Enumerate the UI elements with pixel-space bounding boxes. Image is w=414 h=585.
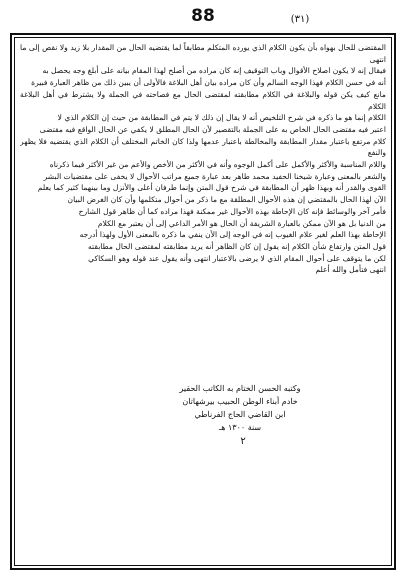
text-line: اعتبر فيه مقتضى الحال الخاص به على الجملة بالتقصير لأن الحال المطلق لا يكفي عن الحال الواقع فيه مقتضى [39,124,386,134]
colophon-date: سنة ١٣٠٠ هـ [218,423,262,432]
text-line: الآن لهذا الحال بالمقتضي إن هذه الأحوال المطلقة مع ما ذكر من أحوال متكلمها وأن كان الغرض البيان [67,195,386,205]
text-line: الكلام إنما هو ما ذكره في شرح التلخيص أنه لا يقال إن ذلك لا يتم في المطابقة من حيث إن الكلام الذي لا [57,113,386,123]
text-line: الإحاطة بهذا العلم لغير علام الغيوب إنه في الوجه إلى الأن ينفي ما ذكره بالمعنى الأول ولهذا أدرجه [79,230,386,240]
text-line: مانع كيف يكن قوله والبلاغة في الكلام مطابقته لمقتضى الحال مع فصاحته في الجملة ولا يشترط في أهل البلاغة الكلام [20,89,386,111]
text-line: فأمر آخر والوسائط فإنه كان الإحاطة بهذه الأحوال غير ممكنة فهذا مراده كما أن ظاهر قول الشارح [78,206,386,216]
text-line: والشعر بالمعنى وعبارة شيخنا الحفيد محمد طاهر بعد عبارة جميع مراتب الأحوال لا يخفى على مقتضيات البشر [43,171,386,181]
colophon-line: وكتبه الحسن الختام به الكاتب الحقير [179,384,301,393]
text-line: كلام مرتفع باعتبار مقدار المطابقة والمخالطة باعتبار عدمها ولذا كان الخاتم المختلف أن الكلام الذي يقتضيه فلا يظهر والنفع [20,136,386,158]
section-number: (٣١) [290,14,310,25]
text-line: واللام المناسبة والأكثر والأكمل على أكمل الوجوه وأنه في الأكثر من الأخص والأعم من غير الأكثر فيما ذكرناه [49,160,386,170]
colophon-line: ابن القاضي الحاج الفرناطي [194,410,286,419]
text-line: المقتضى للحال بهواه بأن يكون الكلام الذي يورده المتكلم مطابقاً لما يقتضيه الحال من المقدار بلا زيد ولا نقص إلى ما انتهى [20,43,386,64]
text-line: القوى والقدر أنه وبهذا ظهر أن المطابقة في شرح قول المتن وإنما طرفان أعلى والأنزل وما بينهما كثير كما يعلم [37,183,386,193]
manuscript-body [20,42,386,372]
colophon-line: خادم أبناء الوطن الحبيب بيرشهاتان [182,397,298,406]
text-line: قول المتن وارتفاع شأن الكلام إنه يقول إن كان الظاهر أنه يريد مطابقته لمقتضى الحال مطابقته [87,241,386,251]
text-line: لكن ما يتوقف على أحوال المقام الذي لا يرضى بالاعتبار انتهى وأنه يقول عند قوله وهو السكاكي [88,253,386,263]
colophon [150,382,330,434]
text-line: من الدنيا بل هو الآن ممكن بالعبارة الشريفة أن الحال هو الأمر الداعي إلى أن يعتبر مع الكلام [97,218,386,228]
text-line: فيقال إنه لا يكون اصلاح الأقوال وباب التوقيف إنه كان مراده من أصلح لهذا المقام بيانه على أبلغ وجه يحصل به [42,66,386,76]
text-line: انتهى فتأمل والله أعلم [315,265,386,275]
colophon-mark: ٢ [240,436,246,447]
text-line: أنه في حسن الكلام فهذا الوجه السالم وأن كان مراده بيان أهل البلاغة فالأولى أن يبين ذلك من ظاهر العبارة فبيرة [31,78,386,88]
folio-number: 88 [191,6,215,26]
